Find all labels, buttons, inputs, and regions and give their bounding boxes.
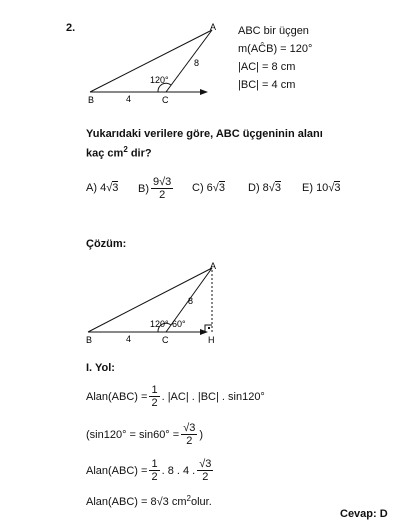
formula-text: Alan(ABC) =: [86, 390, 148, 403]
right-angle-dot: [208, 327, 210, 329]
side-ac: [166, 30, 212, 92]
answer-label: Cevap: D: [340, 508, 388, 520]
formula-line-4: Alan(ABC) = 8√3 cm $^2$ olur.: [86, 493, 212, 508]
formula-text: . |AC| . |BC| . sin120°: [161, 390, 265, 403]
bc-length-label: 4: [126, 94, 132, 104]
option-e[interactable]: E) 10√3: [302, 182, 341, 194]
fraction-root3-over-2: $\frac{√3}{2}$: [183, 422, 196, 447]
option-b[interactable]: B) $\frac{9√3}{2}$: [138, 176, 172, 201]
formula-line-1: [86, 384, 265, 409]
ac-length-label: 8: [188, 296, 194, 306]
formula-text: . 8 . 4 .: [161, 464, 196, 477]
formula-text: Alan(ABC) = 8√3 cm: [86, 496, 187, 508]
vertex-a-label: A: [210, 22, 217, 32]
method-heading: I. Yol:: [86, 362, 115, 374]
formula-line-3: [86, 458, 215, 483]
vertex-b-label: B: [86, 335, 93, 345]
solution-heading: Çözüm:: [86, 238, 127, 250]
options-row: [86, 176, 386, 206]
angle-label: 120°: [150, 75, 169, 85]
given-item: m(AĈB) = 120°: [238, 43, 313, 55]
vertex-a-label: A: [210, 261, 217, 271]
angle-60-label: 60°: [172, 319, 186, 329]
angle-120-label: 120°: [150, 319, 169, 329]
triangle-figure-2: [80, 258, 230, 350]
formula-line-2: [86, 422, 203, 447]
question-line-1: Yukarıdaki verilere göre, ABC üçgeninin alanı: [86, 128, 323, 140]
problem-number: 2.: [66, 22, 76, 34]
fraction-root3-over-2: $\frac{√3}{2}$: [199, 458, 212, 483]
fraction-half: $\frac{1}{2}$: [151, 384, 158, 409]
vertex-b-label: B: [88, 95, 95, 105]
given-item: |AC| = 8 cm: [238, 61, 296, 73]
vertex-h-label: H: [208, 335, 215, 345]
given-item: |BC| = 4 cm: [238, 79, 296, 91]
formula-text: ): [199, 428, 204, 441]
formula-text: (sin120° = sin60° =: [86, 428, 180, 441]
formula-text: Alan(ABC) =: [86, 464, 148, 477]
option-a[interactable]: A) 4√3: [86, 182, 119, 194]
given-list: [238, 22, 312, 94]
given-item: ABC bir üçgen: [238, 25, 309, 37]
question-line-2: kaç $cm^2$ dir?: [86, 145, 152, 160]
fraction-half: $\frac{1}{2}$: [151, 458, 158, 483]
vertex-c-label: C: [162, 335, 169, 345]
ac-length-label: 8: [194, 58, 200, 68]
vertex-c-label: C: [162, 95, 169, 105]
arrow-head: [200, 89, 208, 95]
option-d[interactable]: D) 8√3: [248, 182, 281, 194]
question-text: [86, 126, 323, 162]
option-c[interactable]: C) 6√3: [192, 182, 225, 194]
arrow-head: [200, 329, 208, 335]
triangle-figure-1: [80, 20, 230, 110]
bc-length-label: 4: [126, 334, 132, 344]
formula-text: olur.: [190, 496, 212, 508]
